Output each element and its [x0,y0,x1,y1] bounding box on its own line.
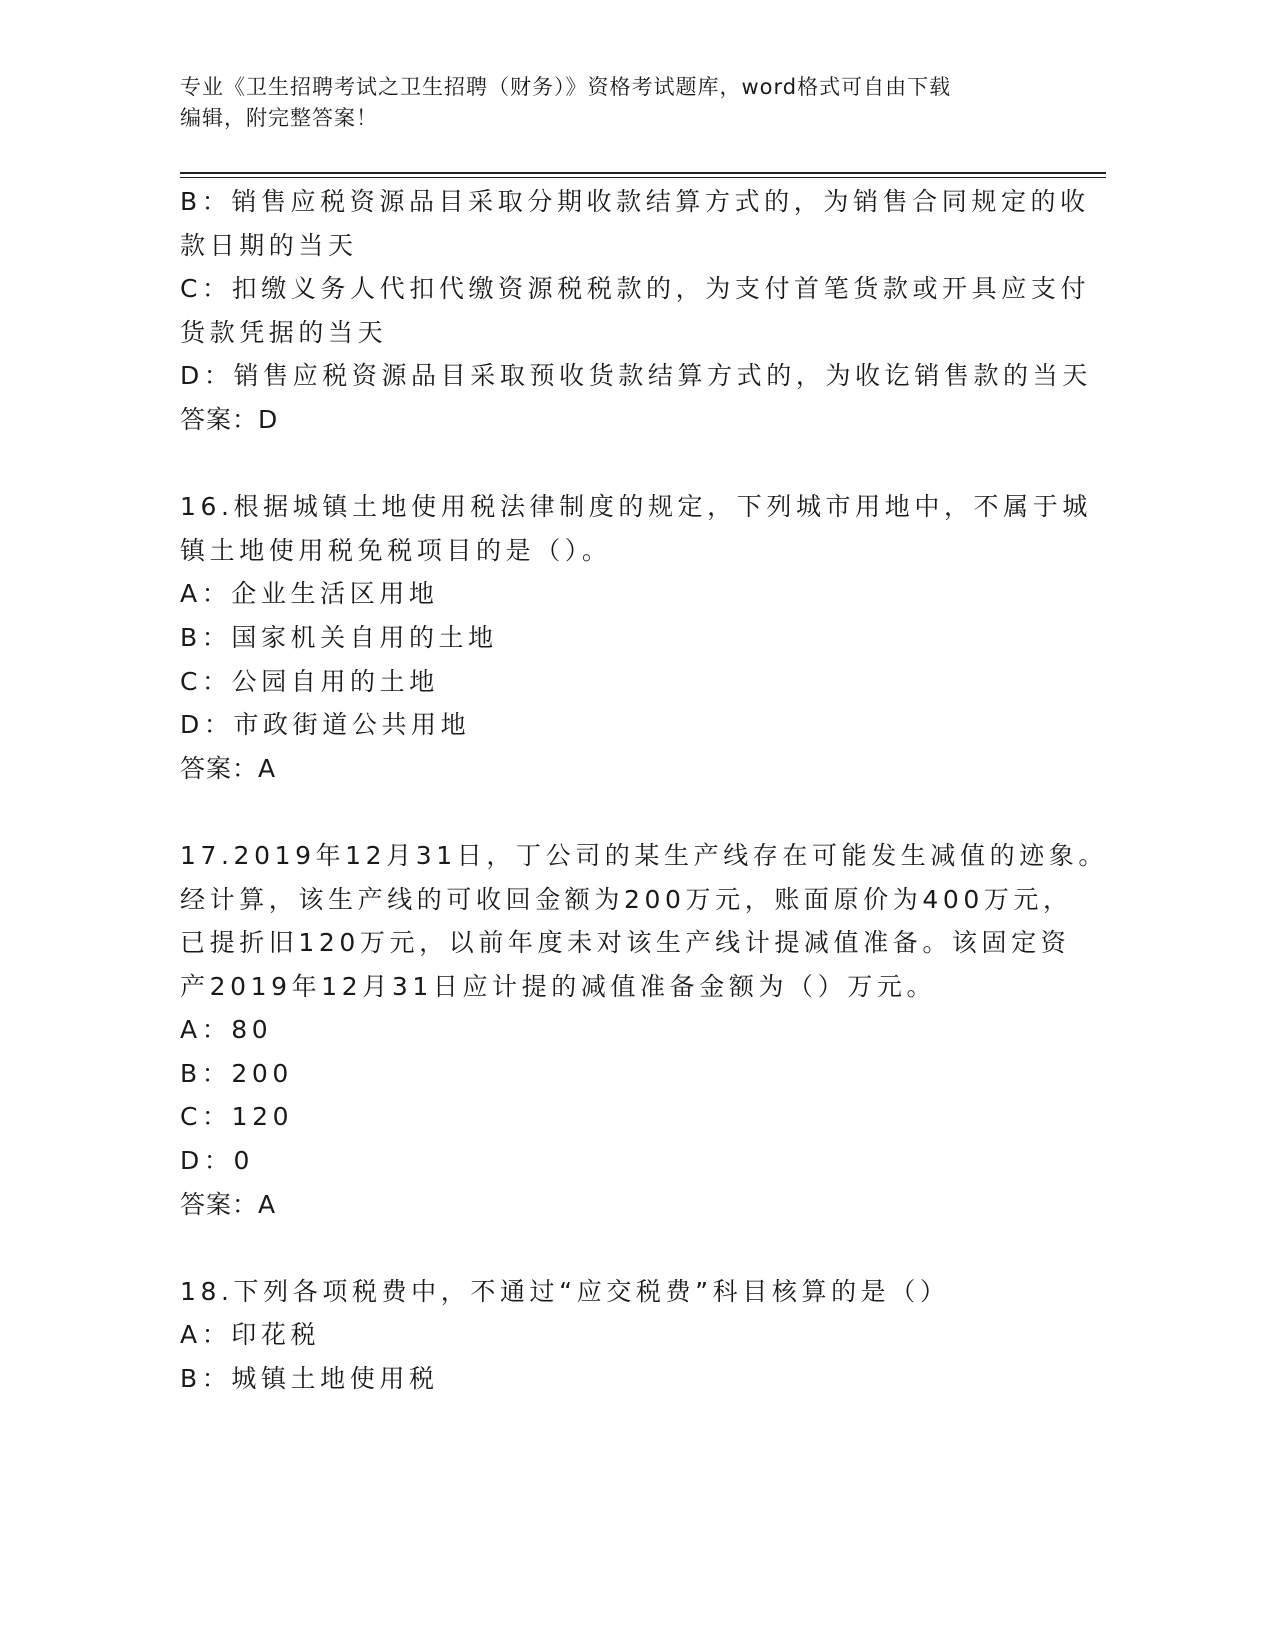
option-d: D：销售应税资源品目采取预收货款结算方式的，为收讫销售款的当天 [180,361,1092,391]
question-text-line-1: 16.根据城镇土地使用税法律制度的规定，下列城市用地中，不属于城 [180,492,1092,522]
option-d: D：0 [180,1146,254,1176]
spacer [180,442,1040,486]
document-body [180,180,1109,1401]
question-text-line-3: 已提折旧120万元，以前年度未对该生产线计提减值准备。该固定资 [180,928,1071,958]
spacer [180,790,1040,834]
answer: 答案：D [180,404,279,434]
question-text-line-2: 镇土地使用税免税项目的是（）。 [180,535,612,565]
answer: 答案：A [180,753,277,783]
question-17 [180,834,1109,1226]
option-c: C：公园自用的土地 [180,666,439,696]
question-text-line-1: 17.2019年12月31日，丁公司的某生产线存在可能发生减值的迹象。 [180,840,1109,870]
document-header [180,72,1060,134]
question-text-line-4: 产2019年12月31日应计提的减值准备金额为（）万元。 [180,971,937,1001]
option-b-line-1: B：销售应税资源品目采取分期收款结算方式的，为销售合同规定的收 [180,187,1090,216]
header-line-1: 专业《卫生招聘考试之卫生招聘（财务）》资格考试题库，word格式可自由下载 [180,75,952,99]
option-b: B：城镇土地使用税 [180,1364,439,1394]
option-b: B：200 [180,1058,293,1088]
option-b: B：国家机关自用的土地 [180,622,498,652]
question-15-tail [180,180,1092,442]
header-rule-thin [180,177,1106,178]
option-d: D：市政街道公共用地 [180,710,471,740]
question-16 [180,485,1092,790]
option-b-line-2: 款日期的当天 [180,230,358,260]
question-18 [180,1270,1040,1401]
option-c-line-1: C：扣缴义务人代扣代缴资源税税款的，为支付首笔货款或开具应支付 [180,274,1091,304]
option-a: A：80 [180,1015,273,1045]
option-a: A：企业生活区用地 [180,579,439,609]
spacer [180,1226,1040,1270]
header-line-2: 编辑，附完整答案！ [180,106,378,130]
option-c: C：120 [180,1102,294,1132]
question-text-line-2: 经计算，该生产线的可收回金额为200万元，账面原价为400万元， [180,884,1073,914]
header-rule-thick [180,172,1106,174]
question-text-line-1: 18.下列各项税费中，不通过“应交税费”科目核算的是（） [180,1276,950,1306]
option-a: A：印花税 [180,1320,321,1350]
answer: 答案：A [180,1189,277,1219]
option-c-line-2: 货款凭据的当天 [180,317,388,347]
